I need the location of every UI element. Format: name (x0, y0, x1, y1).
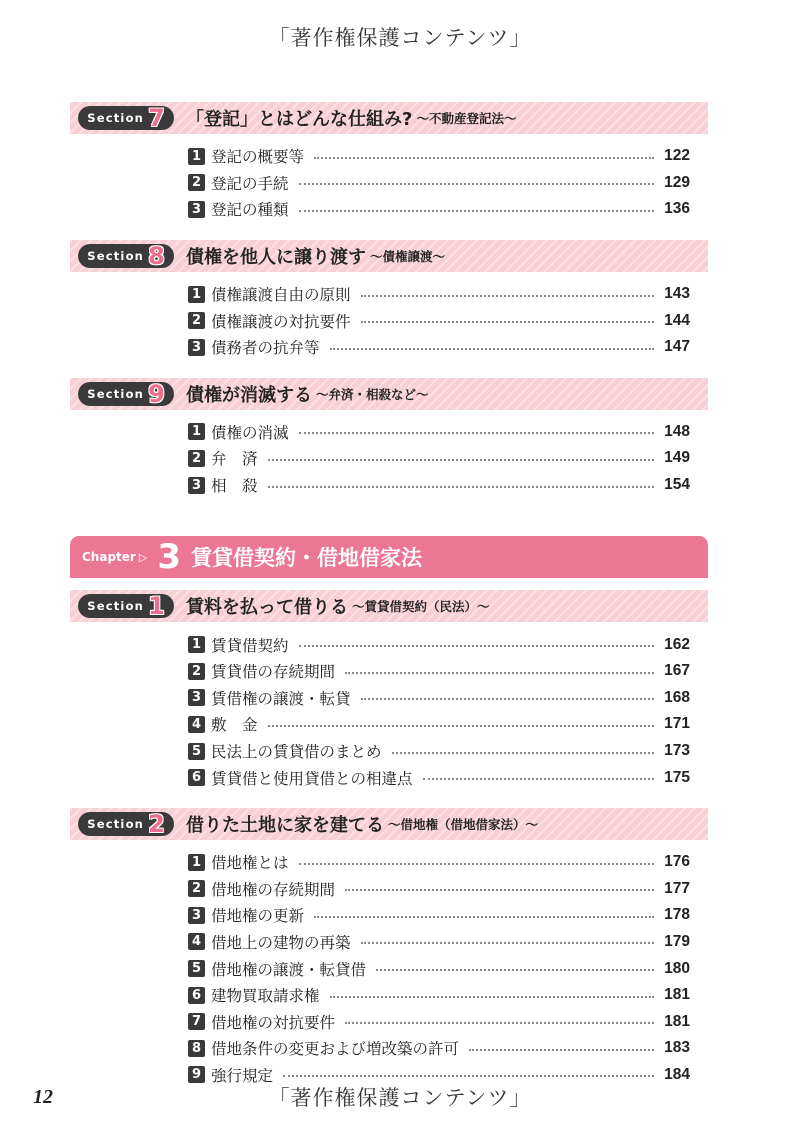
item-page-number: 177 (664, 879, 690, 897)
section-title: 債権が消滅する (186, 384, 312, 406)
toc-item[interactable] (188, 849, 690, 876)
section-number: 7 (148, 104, 165, 132)
section-item-list (70, 419, 708, 499)
toc-item[interactable] (188, 445, 690, 472)
item-page-number: 129 (664, 173, 690, 191)
toc-item[interactable] (188, 472, 690, 499)
item-number-badge: 3 (188, 907, 205, 924)
item-number-badge: 4 (188, 933, 205, 950)
item-page-number: 181 (664, 986, 690, 1004)
item-page-number: 149 (664, 449, 690, 467)
dot-leader (314, 915, 654, 918)
toc-item[interactable] (188, 658, 690, 685)
item-title: 建物買取請求権 (211, 987, 320, 1006)
section-badge (78, 592, 174, 621)
chapter-arrow-icon: ▷ (138, 550, 148, 564)
section-word: Section (87, 248, 145, 263)
item-number-badge: 2 (188, 312, 205, 329)
dot-leader (423, 777, 655, 780)
item-title: 借地権の存続期間 (211, 880, 336, 899)
item-page-number: 171 (664, 715, 690, 733)
section-title: 借りた土地に家を建てる (186, 814, 384, 836)
section-subtitle: 〜賃貸借契約（民法）〜 (352, 599, 490, 615)
item-number-badge: 5 (188, 960, 205, 977)
item-page-number: 179 (664, 932, 690, 950)
item-title: 債権譲渡自由の原則 (211, 286, 351, 305)
item-page-number: 173 (664, 742, 690, 760)
item-page-number: 147 (664, 338, 690, 356)
item-number-badge: 9 (188, 1066, 205, 1083)
dot-leader (361, 941, 655, 944)
copyright-watermark-bottom: 「著作権保護コンテンツ」 (268, 1086, 532, 1110)
item-number-badge: 1 (188, 286, 205, 303)
item-number-badge: 6 (188, 987, 205, 1004)
section-word: Section (87, 111, 145, 125)
item-page-number: 175 (664, 768, 690, 786)
section-number: 8 (148, 241, 165, 270)
section-title: 賃料を払って借りる (186, 597, 348, 619)
section-word: Section (87, 816, 145, 831)
item-title: 民法上の賃貸借のまとめ (211, 743, 382, 762)
table-of-contents (70, 102, 708, 1105)
dot-leader (392, 751, 655, 754)
section-subtitle: 〜不動産登記法〜 (416, 111, 517, 126)
section-word: Section (87, 386, 145, 401)
item-title: 賃貸借の存続期間 (211, 663, 336, 682)
item-number-badge: 1 (188, 423, 205, 440)
section-header[interactable] (70, 102, 708, 134)
section-subtitle: 〜借地権（借地借家法）〜 (388, 816, 539, 832)
item-page-number: 136 (664, 200, 690, 218)
dot-leader (299, 862, 655, 865)
toc-bottom-sections (70, 590, 708, 1088)
item-page-number: 144 (664, 311, 690, 329)
section-title: 債権を他人に譲り渡す (186, 246, 366, 268)
item-page-number: 143 (664, 285, 690, 303)
toc-item[interactable] (188, 738, 690, 765)
toc-item[interactable] (188, 902, 690, 929)
item-number-badge: 3 (188, 477, 205, 494)
section-header[interactable] (70, 590, 708, 622)
item-page-number: 168 (664, 688, 690, 706)
section-badge (78, 809, 174, 838)
dot-leader (268, 485, 655, 488)
section-number: 1 (148, 592, 165, 621)
section-badge (78, 379, 174, 408)
section-item-list (70, 143, 708, 223)
dot-leader (361, 320, 655, 323)
toc-item[interactable] (188, 929, 690, 956)
item-title: 債権譲渡の対抗要件 (211, 312, 351, 331)
item-page-number: 167 (664, 662, 690, 680)
section-badge (78, 106, 174, 130)
dot-leader (299, 644, 655, 647)
section-item-list (70, 849, 708, 1088)
section-header[interactable] (70, 378, 708, 410)
section-title: 「登記」とはどんな仕組み? (186, 109, 413, 130)
toc-item[interactable] (188, 281, 690, 308)
toc-item[interactable] (188, 631, 690, 658)
chapter-label: Chapter (82, 550, 136, 565)
item-title: 借地権とは (211, 854, 289, 873)
copyright-watermark-top: 「著作権保護コンテンツ」 (268, 26, 532, 50)
item-number-badge: 6 (188, 769, 205, 786)
item-number-badge: 2 (188, 174, 205, 191)
item-number-badge: 5 (188, 743, 205, 760)
item-page-number: 148 (664, 422, 690, 440)
item-title: 登記の概要等 (211, 148, 305, 167)
toc-item[interactable] (188, 1035, 690, 1062)
item-number-badge: 8 (188, 1040, 205, 1057)
section-number: 2 (148, 809, 165, 838)
toc-item[interactable] (188, 307, 690, 334)
item-page-number: 178 (664, 906, 690, 924)
chapter-title: 賃貸借契約・借地借家法 (190, 546, 422, 571)
toc-item[interactable] (188, 685, 690, 712)
dot-leader (268, 724, 655, 727)
item-page-number: 162 (664, 635, 690, 653)
item-title: 弁 済 (211, 450, 258, 469)
item-title: 借地権の更新 (211, 907, 305, 926)
toc-item[interactable] (188, 143, 690, 170)
dot-leader (469, 1048, 654, 1051)
dot-leader (376, 968, 654, 971)
page-number: 12 (33, 1086, 53, 1108)
dot-leader (345, 671, 654, 674)
toc-item[interactable] (188, 334, 690, 361)
toc-item[interactable] (188, 196, 690, 223)
dot-leader (268, 458, 655, 461)
item-number-badge: 3 (188, 339, 205, 356)
item-page-number: 122 (664, 147, 690, 165)
item-number-badge: 1 (188, 854, 205, 871)
toc-item[interactable] (188, 764, 690, 791)
section-header[interactable] (70, 240, 708, 272)
item-title: 登記の種類 (211, 201, 289, 220)
item-title: 強行規定 (211, 1066, 274, 1085)
item-title: 相 殺 (211, 477, 258, 496)
item-page-number: 176 (664, 853, 690, 871)
item-page-number: 180 (664, 959, 690, 977)
section-item-list (70, 631, 708, 791)
section-badge (78, 241, 174, 270)
section-number: 9 (148, 379, 165, 408)
item-number-badge: 2 (188, 450, 205, 467)
item-number-badge: 1 (188, 636, 205, 653)
dot-leader (283, 1074, 654, 1077)
item-page-number: 183 (664, 1039, 690, 1057)
dot-leader (345, 1021, 654, 1024)
item-title: 借地上の建物の再築 (211, 933, 351, 952)
toc-item[interactable] (188, 982, 690, 1009)
toc-item[interactable] (188, 1008, 690, 1035)
toc-item[interactable] (188, 876, 690, 903)
chapter-header[interactable] (70, 536, 708, 578)
item-title: 借地条件の変更および増改築の許可 (211, 1040, 460, 1059)
item-title: 賃貸借契約 (211, 636, 289, 655)
item-page-number: 154 (664, 476, 690, 494)
item-number-badge: 4 (188, 716, 205, 733)
item-title: 登記の手続 (211, 174, 289, 193)
dot-leader (299, 209, 655, 212)
item-title: 借地権の譲渡・転貸借 (211, 960, 367, 979)
item-page-number: 181 (664, 1012, 690, 1030)
section-word: Section (87, 599, 145, 614)
item-title: 賃貸借と使用貸借との相違点 (211, 769, 413, 788)
item-title: 賃借権の譲渡・転貸 (211, 689, 351, 708)
item-number-badge: 3 (188, 689, 205, 706)
item-title: 借地権の対抗要件 (211, 1013, 336, 1032)
dot-leader (361, 697, 655, 700)
chapter-number: 3 (157, 537, 181, 578)
item-page-number: 184 (664, 1065, 690, 1083)
section-subtitle: 〜債権譲渡〜 (370, 248, 446, 264)
section-item-list (70, 281, 708, 361)
dot-leader (361, 294, 655, 297)
item-number-badge: 3 (188, 201, 205, 218)
toc-item[interactable] (188, 955, 690, 982)
toc-top-sections (70, 102, 708, 498)
dot-leader (345, 888, 654, 891)
section-subtitle: 〜弁済・相殺など〜 (316, 386, 429, 402)
toc-item[interactable] (188, 419, 690, 446)
dot-leader (330, 995, 655, 998)
toc-item[interactable] (188, 170, 690, 197)
dot-leader (330, 347, 655, 350)
item-number-badge: 2 (188, 663, 205, 680)
item-title: 債権の消滅 (211, 423, 289, 442)
dot-leader (299, 182, 655, 185)
item-title: 債務者の抗弁等 (211, 339, 320, 358)
dot-leader (314, 156, 654, 159)
section-header[interactable] (70, 808, 708, 840)
item-number-badge: 1 (188, 148, 205, 165)
item-number-badge: 2 (188, 880, 205, 897)
dot-leader (299, 431, 655, 434)
toc-item[interactable] (188, 711, 690, 738)
item-title: 敷 金 (211, 716, 258, 735)
item-number-badge: 7 (188, 1013, 205, 1030)
